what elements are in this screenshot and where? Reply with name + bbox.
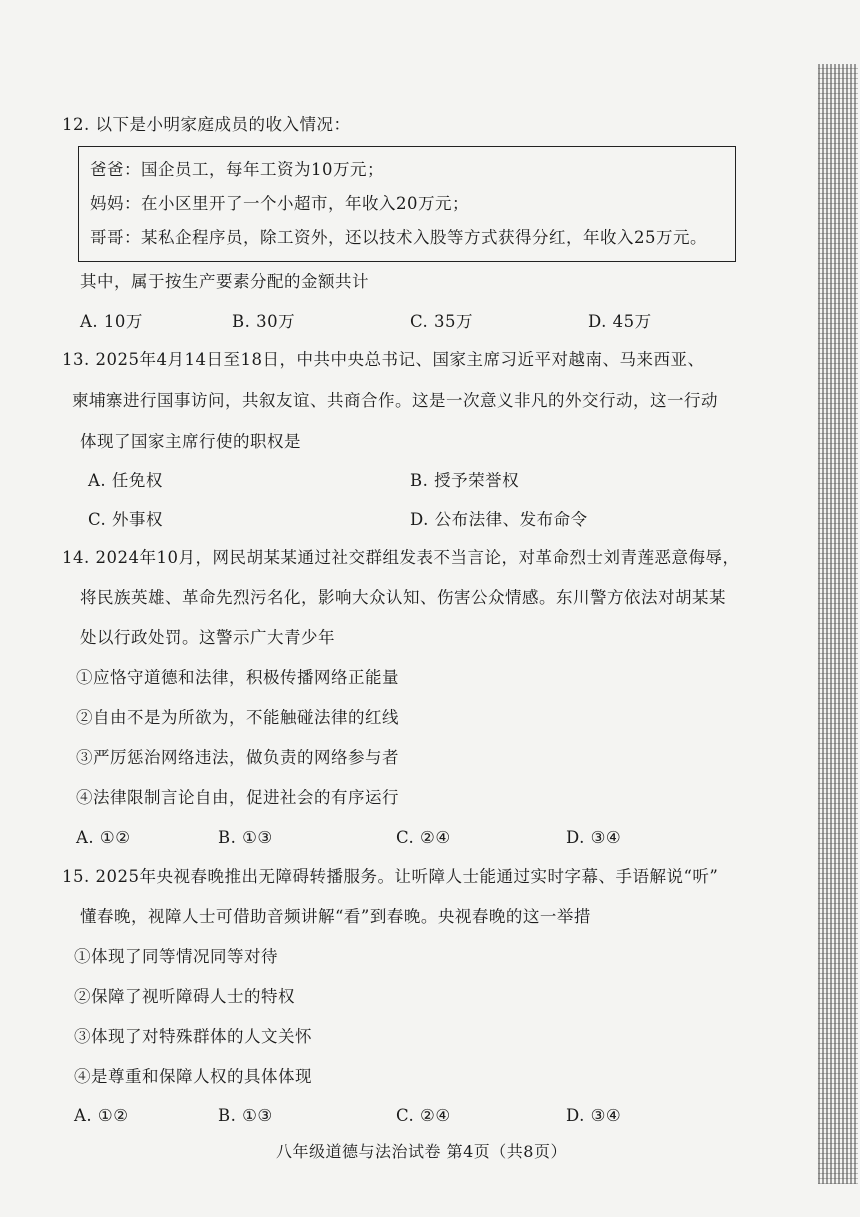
q15-item-2: ②保障了视听障碍人士的特权	[74, 987, 295, 1006]
q14-option-c: C. ②④	[396, 828, 451, 847]
q14-item-4: ④法律限制言论自由，促进社会的有序运行	[76, 788, 399, 807]
q12-box-line-3: 哥哥：某私企程序员，除工资外，还以技术入股等方式获得分红，年收入25万元。	[90, 228, 707, 247]
q13-line-1: 13. 2025年4月14日至18日，中共中央总书记、国家主席习近平对越南、马来西亚、	[62, 350, 705, 369]
q13-option-a: A. 任免权	[88, 471, 163, 490]
q13-line-3: 体现了国家主席行使的职权是	[80, 432, 301, 451]
q15-option-d: D. ③④	[566, 1106, 622, 1125]
q15-option-b: B. ①③	[218, 1106, 273, 1125]
q15-line-2: 懂春晚，视障人士可借助音频讲解“看”到春晚。央视春晚的这一举措	[80, 907, 591, 926]
q14-option-d: D. ③④	[566, 828, 622, 847]
q12-box-line-2: 妈妈：在小区里开了一个小超市，年收入20万元；	[90, 194, 469, 213]
q13-option-c: C. 外事权	[88, 510, 164, 529]
q12-option-a: A. 10万	[80, 312, 143, 331]
page-footer: 八年级道德与法治试卷 第4页（共8页）	[276, 1142, 567, 1161]
q13-option-b: B. 授予荣誉权	[410, 471, 520, 490]
q13-line-2: 柬埔寨进行国事访问，共叙友谊、共商合作。这是一次意义非凡的外交行动，这一行动	[72, 391, 718, 410]
q15-item-3: ③体现了对特殊群体的人文关怀	[74, 1027, 312, 1046]
q12-option-b: B. 30万	[232, 312, 296, 331]
q14-line-2: 将民族英雄、革命先烈污名化，影响大众认知、伤害公众情感。东川警方依法对胡某某	[80, 588, 726, 607]
q12-stem: 12. 以下是小明家庭成员的收入情况：	[62, 115, 351, 134]
q14-option-b: B. ①③	[218, 828, 273, 847]
q12-option-c: C. 35万	[410, 312, 474, 331]
q14-option-a: A. ①②	[76, 828, 131, 847]
q14-line-3: 处以行政处罚。这警示广大青少年	[80, 628, 335, 647]
q15-option-c: C. ②④	[396, 1106, 451, 1125]
q14-item-1: ①应恪守道德和法律，积极传播网络正能量	[76, 668, 399, 687]
q14-item-3: ③严厉惩治网络违法，做负责的网络参与者	[76, 748, 399, 767]
q15-item-4: ④是尊重和保障人权的具体体现	[74, 1067, 312, 1086]
q15-option-a: A. ①②	[74, 1106, 129, 1125]
q13-option-d: D. 公布法律、发布命令	[410, 510, 588, 529]
q12-question: 其中，属于按生产要素分配的金额共计	[80, 272, 369, 291]
q15-item-1: ①体现了同等情况同等对待	[74, 947, 278, 966]
q12-box-line-1: 爸爸：国企员工，每年工资为10万元；	[90, 160, 384, 179]
q12-option-d: D. 45万	[588, 312, 652, 331]
q14-item-2: ②自由不是为所欲为，不能触碰法律的红线	[76, 708, 399, 727]
q14-line-1: 14. 2024年10月，网民胡某某通过社交群组发表不当言论，对革命烈士刘青莲恶意侮辱，	[62, 548, 740, 567]
q15-line-1: 15. 2025年央视春晚推出无障碍转播服务。让听障人士能通过实时字幕、手语解说“听”	[62, 867, 719, 886]
binding-edge-pattern	[818, 64, 858, 1184]
